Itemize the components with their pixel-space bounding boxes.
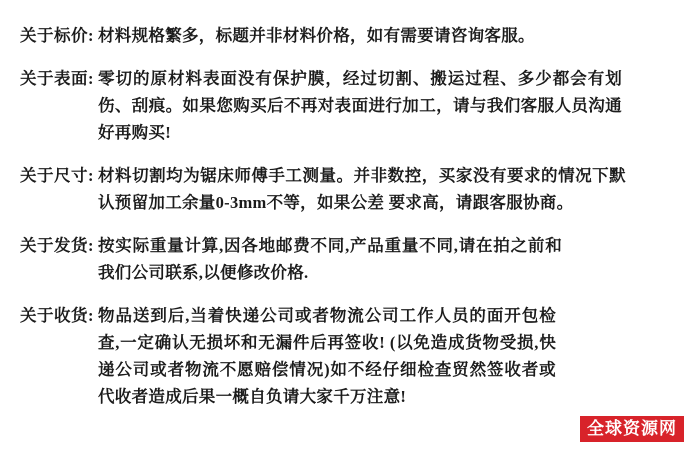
notice-entry xyxy=(18,302,682,410)
watermark-badge: 全球资源网 xyxy=(580,416,684,442)
notice-entry xyxy=(18,65,682,146)
notice-text: 物品送到后,当着快递公司或者物流公司工作人员的面开包检查,一定确认无损坏和无漏件后再签收! (以免造成货物受损,快递公司或者物流不愿赔偿情况)如不经仔细检查贸然签收者或代收者造成后果一概自负请大家千万注意! xyxy=(98,306,556,406)
notice-text: 按实际重量计算,因各地邮费不同,产品重量不同,请在拍之前和我们公司联系,以便修改价格. xyxy=(98,236,562,282)
notice-entry xyxy=(18,162,682,216)
notice-text: 材料规格繁多，标题并非材料价格，如有需要请咨询客服。 xyxy=(98,26,535,45)
notice-label: 关于收货: xyxy=(20,306,94,325)
notice-label: 关于尺寸: xyxy=(20,166,94,185)
notice-text: 材料切割均为锯床师傅手工测量。并非数控，买家没有要求的情况下默认预留加工余量0-3mm不等，如果公差 要求高，请跟客服协商。 xyxy=(98,166,626,212)
notice-entry xyxy=(18,232,682,286)
notice-label: 关于表面: xyxy=(20,69,94,88)
notice-label: 关于标价: xyxy=(20,26,94,45)
notice-label: 关于发货: xyxy=(20,236,94,255)
notice-entry xyxy=(18,22,682,49)
notice-text: 零切的原材料表面没有保护膜，经过切割、搬运过程、多少都会有划伤、刮痕。如果您购买后不再对表面进行加工，请与我们客服人员沟通好再购买! xyxy=(98,69,622,142)
